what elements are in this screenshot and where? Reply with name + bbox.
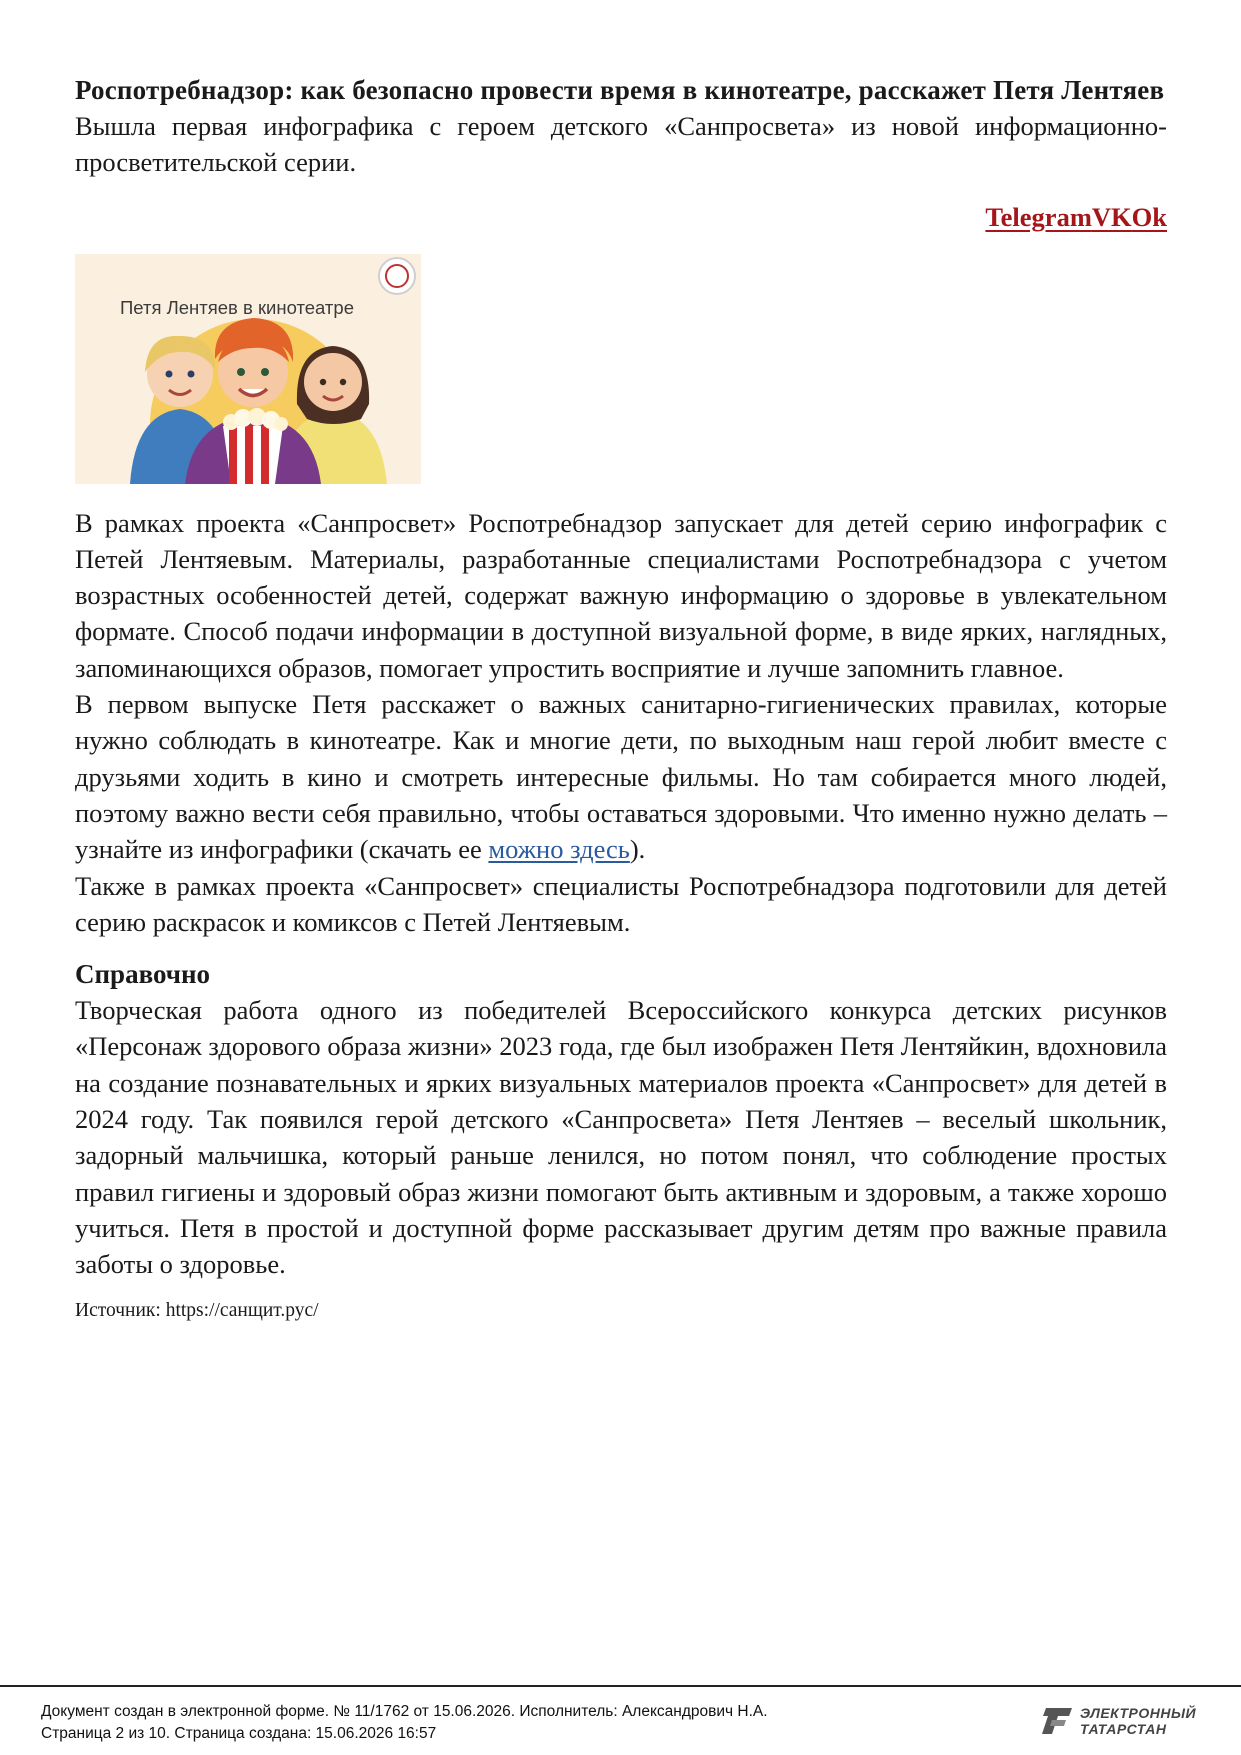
footer-info [41, 1701, 768, 1745]
paragraph-1: В рамках проекта «Санпросвет» Роспотребнадзор запускает для детей серию инфографик с Петей Лентяевым. Материалы, разработанные специалистами Роспотребнадзора с учетом возрастных особенностей детей, содержат важную информацию о здоровье в увлекательном формате. Способ подачи информации в доступной визуальной форме, в виде ярких, наглядных, запоминающихся образов, помогает упростить восприятие и лучше запомнить главное. [75, 507, 1167, 683]
ok-link[interactable]: Ok [1131, 201, 1167, 232]
image-caption-text: Петя Лентяев в кинотеатре [120, 296, 354, 318]
footer-line-2: Страница 2 из 10. Страница создана: 15.06.2026 16:57 [41, 1725, 437, 1742]
vk-link[interactable]: VK [1091, 201, 1132, 232]
infographic-image [75, 254, 421, 484]
rospotrebnadzor-badge-icon [379, 258, 415, 294]
electronic-tatarstan-logo [1038, 1703, 1198, 1739]
tatarstan-logo-icon [1038, 1706, 1074, 1736]
paragraph-2-end: ). [629, 834, 646, 865]
logo-line-2: ТАТАРСТАН [1080, 1721, 1167, 1737]
footer-divider [0, 1685, 1241, 1687]
paragraph-3: Также в рамках проекта «Санпросвет» специалисты Роспотребнадзора подготовили для детей серию раскрасок и комиксов с Петей Лентяевым. [75, 870, 1167, 937]
source-line: Источник: https://санщит.рус/ [75, 1299, 319, 1321]
paragraph-2-text: В первом выпуске Петя расскажет о важных санитарно-гигиенических правилах, которые нужно соблюдать в кинотеатре. Как и многие дети, по выходным наш герой любит вместе с друзьями ходить в кино и смотреть интересные фильмы. Но там собирается много людей, поэтому важно вести себя правильно, чтобы оставаться здоровыми. Что именно нужно делать – узнайте из инфографики (скачать ее [75, 689, 1167, 865]
logo-line-1: ЭЛЕКТРОННЫЙ [1080, 1705, 1197, 1721]
article-lead: Вышла первая инфографика с героем детского «Санпросвета» из новой информационно-просветительской серии. [75, 111, 1167, 178]
paragraph-2 [75, 686, 1167, 867]
download-infographic-link[interactable]: можно здесь [488, 834, 630, 865]
document-page [75, 72, 1167, 1324]
reference-heading: Справочно [75, 959, 211, 990]
article-title: Роспотребнадзор: как безопасно провести время в кинотеатре, расскажет Петя Лентяев [75, 75, 1165, 105]
kids-cinema-illustration [75, 254, 421, 484]
footer-line-1: Документ создан в электронной форме. № 11/1762 от 15.06.2026. Исполнитель: Александрович Н.А. [41, 1703, 768, 1720]
paragraph-4: Творческая работа одного из победителей Всероссийского конкурса детских рисунков «Персонаж здорового образа жизни» 2023 года, где был изображен Петя Лентяйкин, вдохновила на создание познавательных и ярких визуальных материалов проекта «Санпросвет» для детей в 2024 году. Так появился герой детского «Санпросвета» Петя Лентяев – веселый школьник, задорный мальчишка, который раньше ленился, но потом понял, что соблюдение простых правил гигиены и здоровый образ жизни помогают быть активным и здоровым, а также хорошо учиться. Петя в простой и доступной форме рассказывает другим детям про важные правила заботы о здоровье. [75, 995, 1167, 1280]
child-right-face [304, 353, 362, 411]
social-links [75, 199, 1167, 235]
telegram-link[interactable]: Telegram [985, 201, 1092, 232]
